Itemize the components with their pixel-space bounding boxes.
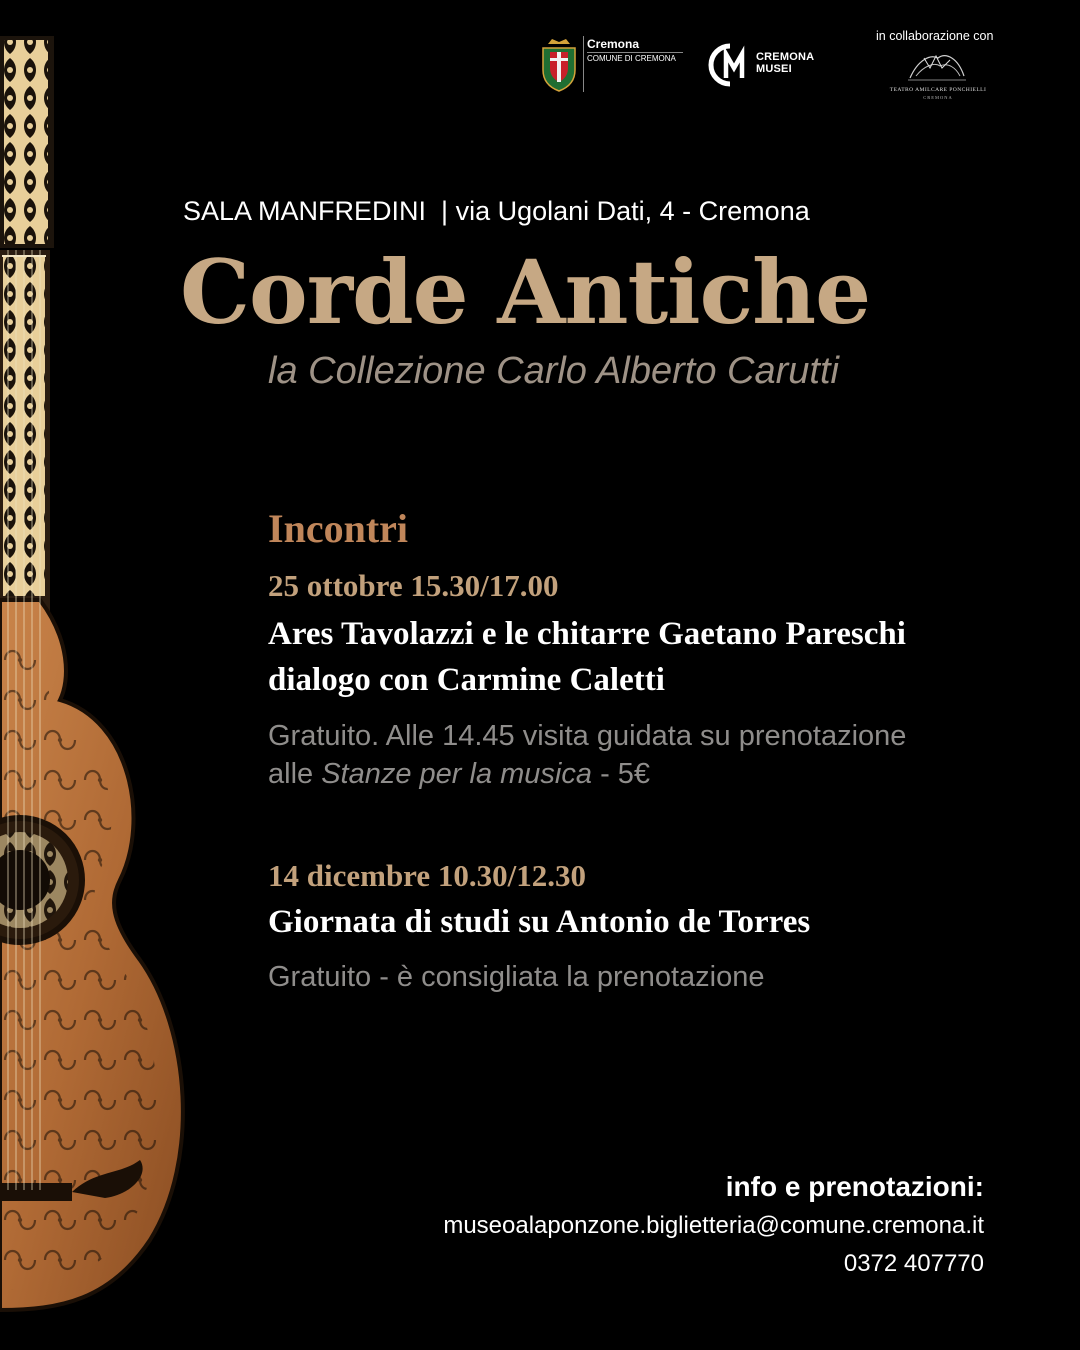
contact-phone[interactable]: 0372 407770 — [843, 1250, 984, 1277]
contact-email[interactable]: museoalaponzone.biglietteria@comune.cremona.it — [443, 1212, 984, 1239]
section-title: Incontri — [268, 506, 408, 551]
musei-logo-line1: CREMONA — [756, 51, 815, 63]
event-1-title-line1: Ares Tavolazzi e le chitarre Gaetano Pareschi — [268, 616, 906, 652]
contact-heading: info e prenotazioni: — [725, 1171, 984, 1202]
teatro-ponchielli-logo — [876, 50, 1000, 102]
event-1-note-pre: alle — [268, 758, 322, 790]
teatro-name: TEATRO AMILCARE PONCHIELLI — [889, 87, 987, 93]
musei-logo-line2: MUSEI — [756, 63, 792, 75]
teatro-city: CREMONA — [923, 95, 953, 100]
event-1-date: 25 ottobre 15.30/17.00 — [268, 568, 559, 603]
event-1-title — [268, 611, 906, 703]
event-2-title: Giornata di studi su Antonio de Torres — [268, 904, 811, 940]
guitar-image — [0, 0, 200, 1350]
event-1-title-line2: dialogo con Carmine Caletti — [268, 662, 665, 698]
event-1-note-post: - 5€ — [592, 758, 651, 790]
comune-logo-name: Cremona — [587, 37, 640, 51]
event-1-note-italic: Stanze per la musica — [321, 758, 593, 790]
crest-icon — [540, 38, 578, 92]
event-1-note — [268, 717, 906, 793]
event-1-note-line2 — [268, 755, 906, 793]
comune-logo-sub: COMUNE DI CREMONA — [587, 54, 676, 63]
logo-separator — [583, 36, 584, 92]
event-1-note-line1: Gratuito. Alle 14.45 visita guidata su prenotazione — [268, 720, 907, 752]
venue-address: SALA MANFREDINI | via Ugolani Dati, 4 - Cremona — [183, 196, 810, 226]
logo-underline — [587, 52, 683, 53]
collaboration-label: in collaborazione con — [876, 29, 994, 43]
cm-monogram-icon — [708, 42, 752, 88]
teatro-emblem-icon — [904, 50, 970, 84]
event-2-note: Gratuito - è consigliata la prenotazione — [268, 961, 765, 993]
page-subtitle: la Collezione Carlo Alberto Carutti — [268, 350, 839, 392]
page-title: Corde Antiche — [180, 240, 871, 344]
event-2-date: 14 dicembre 10.30/12.30 — [268, 858, 587, 893]
